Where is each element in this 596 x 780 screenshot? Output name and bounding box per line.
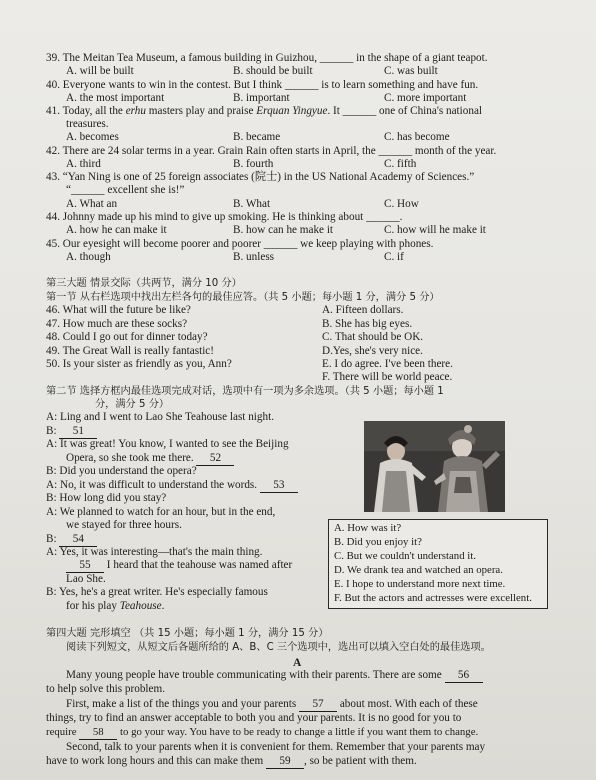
q45-stem: 45. Our eyesight will become poorer and poorer ______ we keep playing with phones. bbox=[46, 238, 434, 250]
dialog-line: A: It was great! You know, I wanted to see the Beijing bbox=[46, 438, 289, 450]
passage-label: A bbox=[293, 657, 302, 669]
blank-58[interactable]: 58 bbox=[79, 726, 117, 740]
dialog-line: A: We planned to watch for an hour, but in the end, bbox=[46, 506, 276, 518]
q40-option-b: B. important bbox=[233, 92, 290, 104]
match-right-a: A. Fifteen dollars. bbox=[322, 304, 404, 316]
part3-section1-heading: 第一节 从右栏选项中找出左栏各句的最佳应答。（共 5 小题；每小题 1 分，满分 5 分） bbox=[46, 292, 440, 303]
dialog-line: Lao She. bbox=[66, 573, 106, 585]
q44-option-c: C. how will he make it bbox=[384, 224, 486, 236]
dialog-line: 55 I heard that the teahouse was named after bbox=[66, 559, 292, 573]
dialog-line: B: How long did you stay? bbox=[46, 492, 167, 504]
option-d: D. We drank tea and watched an opera. bbox=[334, 564, 503, 576]
blank-59[interactable]: 59 bbox=[266, 755, 304, 769]
q40-option-a: A. the most important bbox=[66, 92, 165, 104]
dialog-line: A: Yes, it was interesting—that's the main thing. bbox=[46, 546, 263, 558]
part3-section2-heading-cont: 分，满分 5 分） bbox=[95, 399, 170, 410]
q41-option-a: A. becomes bbox=[66, 131, 119, 143]
match-right-d: D.Yes, she's very nice. bbox=[322, 345, 423, 357]
q39-option-b: B. should be built bbox=[233, 65, 313, 77]
q41-stem: 41. Today, all the erhu masters play and praise Erquan Yingyue. It ______ one of China's national bbox=[46, 105, 483, 117]
q39-stem: 39. The Meitan Tea Museum, a famous building in Guizhou, ______ in the shape of a giant teapot. bbox=[46, 52, 488, 64]
blank-54[interactable]: 54 bbox=[59, 533, 97, 547]
match-left-48: 48. Could I go out for dinner today? bbox=[46, 331, 208, 343]
part3-section2-heading: 第二节 选择方框内最佳选项完成对话，选项中有一项为多余选项。（共 5 小题；每小题 1 bbox=[46, 386, 444, 397]
dialog-line: B: Did you understand the opera? bbox=[46, 465, 197, 477]
q44-option-b: B. how can he make it bbox=[233, 224, 334, 236]
option-a: A. How was it? bbox=[334, 522, 402, 534]
q45-option-b: B. unless bbox=[233, 251, 275, 263]
dialog-line: B: Yes, he's a great writer. He's especially famous bbox=[46, 586, 268, 598]
match-right-c: C. That should be OK. bbox=[322, 331, 424, 343]
option-e: E. I hope to understand more next time. bbox=[334, 578, 506, 590]
blank-51[interactable]: 51 bbox=[59, 425, 97, 439]
passage-line: have to work long hours and this can make them 59 , so be patient with them. bbox=[46, 755, 417, 767]
passage-line: Second, talk to your parents when it is convenient for them. Remember that your parents may bbox=[66, 741, 486, 753]
q39-option-a: A. will be built bbox=[66, 65, 134, 77]
part4-instruction: 阅读下列短文，从短文后各题所给的 A、B、C 三个选项中，选出可以填入空白处的最佳选项。 bbox=[66, 642, 491, 653]
q41-option-b: B. became bbox=[233, 131, 281, 143]
match-right-e: E. I do agree. I've been there. bbox=[322, 358, 453, 370]
q41-option-c: C. has become bbox=[384, 131, 450, 143]
dialog-line: A: Ling and I went to Lao She Teahouse last night. bbox=[46, 411, 274, 423]
part4-heading: 第四大题 完形填空 （共 15 小题；每小题 1 分，满分 15 分） bbox=[46, 628, 329, 639]
q42-option-c: C. fifth bbox=[384, 158, 417, 170]
q42-option-b: B. fourth bbox=[233, 158, 274, 170]
q45-option-c: C. if bbox=[384, 251, 404, 263]
beijing-opera-photo bbox=[364, 421, 505, 512]
passage-line: to help solve this problem. bbox=[46, 683, 166, 695]
passage-line: First, make a list of the things you and your parents 57 about most. With each of these bbox=[66, 698, 478, 710]
passage-line: Many young people have trouble communicating with their parents. There are some 56 bbox=[66, 669, 483, 683]
q43-option-b: B. What bbox=[233, 198, 271, 210]
blank-52[interactable]: 52 bbox=[196, 452, 234, 466]
part3-heading: 第三大题 情景交际（共两节，满分 10 分） bbox=[46, 278, 242, 289]
q43-stem: 43. “Yan Ning is one of 25 foreign associates (院士) in the US National Academy of Sciences.” bbox=[46, 171, 475, 183]
q43-option-a: A. What an bbox=[66, 198, 118, 210]
blank-53[interactable]: 53 bbox=[260, 479, 298, 493]
dialog-options-box bbox=[328, 519, 548, 609]
option-f: F. But the actors and actresses were excellent. bbox=[334, 592, 532, 604]
match-left-49: 49. The Great Wall is really fantastic! bbox=[46, 345, 214, 357]
q43-option-c: C. How bbox=[384, 198, 419, 210]
match-left-50: 50. Is your sister as friendly as you, Ann? bbox=[46, 358, 232, 370]
match-right-b: B. She has big eyes. bbox=[322, 318, 413, 330]
q42-stem: 42. There are 24 solar terms in a year. Grain Rain often starts in April, the ______ month of the year. bbox=[46, 145, 497, 157]
match-left-46: 46. What will the future be like? bbox=[46, 304, 191, 316]
passage-line: require 58 to go your way. You have to be ready to change a little if you want them to change. bbox=[46, 726, 479, 738]
q40-stem: 40. Everyone wants to win in the contest. But I think ______ is to learn something and have fun. bbox=[46, 79, 479, 91]
blank-55[interactable]: 55 bbox=[66, 559, 104, 573]
q42-option-a: A. third bbox=[66, 158, 101, 170]
q41-stem-cont: treasures. bbox=[66, 118, 109, 130]
dialog-line: for his play Teahouse. bbox=[66, 600, 165, 612]
option-b: B. Did you enjoy it? bbox=[334, 536, 422, 548]
blank-57[interactable]: 57 bbox=[299, 698, 337, 712]
q43-stem-cont: “______ excellent she is!” bbox=[66, 184, 185, 196]
match-left-47: 47. How much are these socks? bbox=[46, 318, 188, 330]
q44-stem: 44. Johnny made up his mind to give up smoking. He is thinking about ______. bbox=[46, 211, 403, 223]
q39-option-c: C. was built bbox=[384, 65, 438, 77]
dialog-line: Opera, so she took me there. 52 bbox=[66, 452, 234, 466]
passage-line: things, try to find an answer acceptable to both you and your parents. It is no good for you to bbox=[46, 712, 462, 724]
blank-56[interactable]: 56 bbox=[445, 669, 483, 683]
dialog-line: we stayed for three hours. bbox=[66, 519, 182, 531]
dialog-line: B: 51 bbox=[46, 425, 97, 439]
q45-option-a: A. though bbox=[66, 251, 111, 263]
opera-illustration bbox=[364, 421, 505, 512]
dialog-line: B: 54 bbox=[46, 533, 97, 547]
dialog-line: A: No, it was difficult to understand the words. 53 bbox=[46, 479, 298, 493]
option-c: C. But we couldn't understand it. bbox=[334, 550, 476, 562]
q40-option-c: C. more important bbox=[384, 92, 467, 104]
q44-option-a: A. how he can make it bbox=[66, 224, 167, 236]
match-right-f: F. There will be world peace. bbox=[322, 371, 453, 383]
